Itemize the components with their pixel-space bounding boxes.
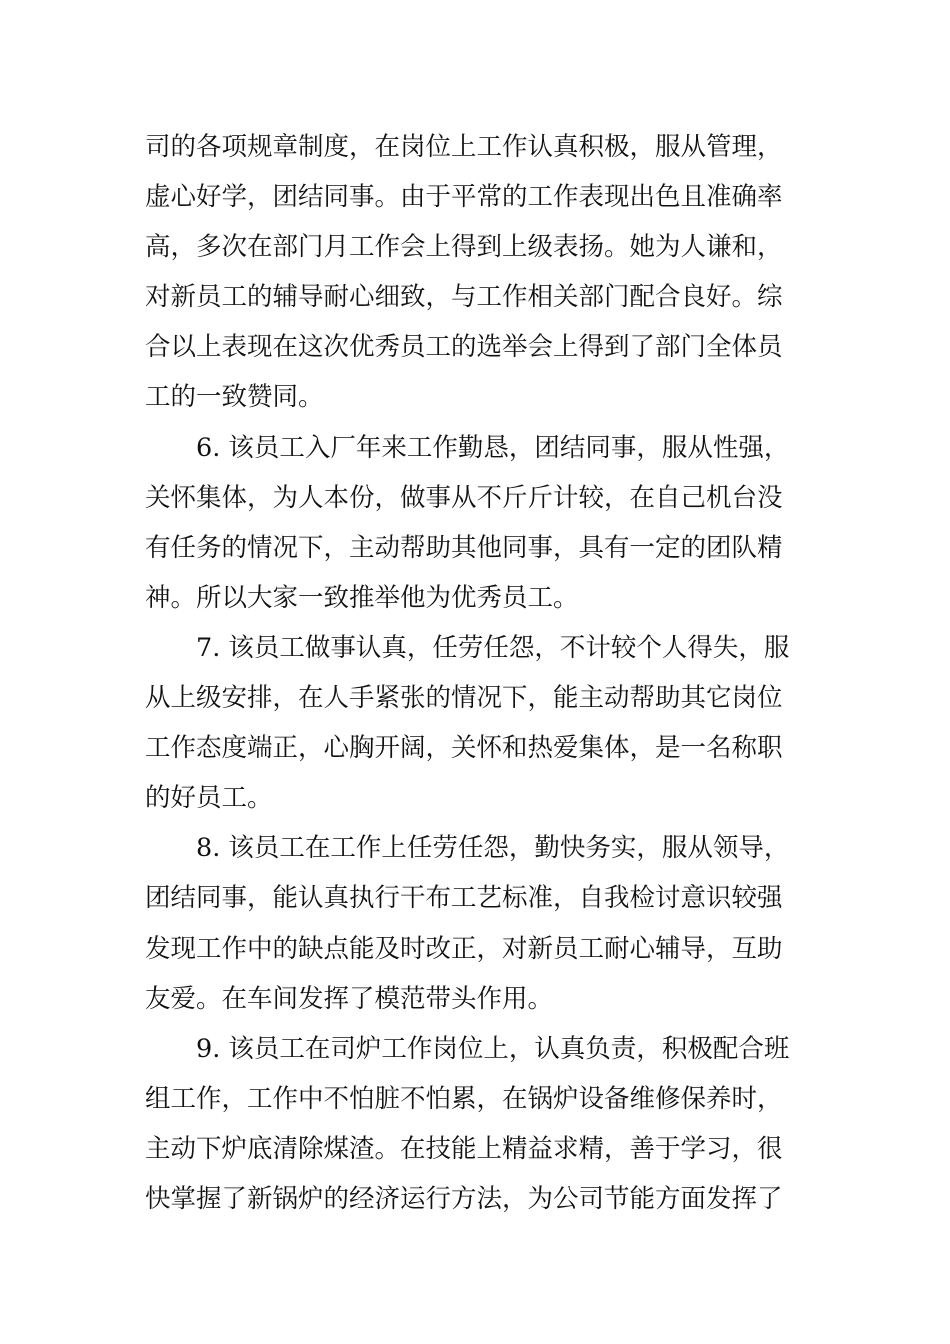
- paragraph-start-line: 9. 该员工在司炉工作岗位上，认真负责，积极配合班: [196, 1033, 790, 1064]
- paragraph-start-line: 7. 该员工做事认真，任劳任怨，不计较个人得失，服: [196, 632, 790, 663]
- paragraph-start-line: 8. 该员工在工作上任劳任怨，勤快务实，服从领导，: [196, 833, 790, 864]
- text-line: 工作态度端正，心胸开阔，关怀和热爱集体，是一名称职: [145, 733, 783, 764]
- text-line: 司的各项规章制度，在岗位上工作认真积极，服从管理，: [145, 132, 783, 162]
- text-line: 团结同事，能认真执行干布工艺标准，自我检讨意识较强: [145, 883, 783, 914]
- text-line: 快掌握了新锅炉的经济运行方法，为公司节能方面发挥了: [145, 1183, 783, 1214]
- text-line: 关怀集体，为人本份，做事从不斤斤计较，在自己机台没: [145, 482, 783, 513]
- text-line: 组工作，工作中不怕脏不怕累，在锅炉设备维修保养时，: [145, 1083, 783, 1114]
- text-line: 工的一致赞同。: [145, 382, 324, 413]
- document-body: [145, 122, 825, 1224]
- text-line: 对新员工的辅导耐心细致，与工作相关部门配合良好。综: [145, 282, 783, 313]
- text-line: 神。所以大家一致推举他为优秀员工。: [145, 582, 579, 613]
- text-line: 合以上表现在这次优秀员工的选举会上得到了部门全体员: [145, 332, 783, 363]
- text-line: 友爱。在车间发挥了模范带头作用。: [145, 983, 554, 1014]
- text-line: 有任务的情况下，主动帮助其他同事，具有一定的团队精: [145, 532, 783, 563]
- text-line: 虚心好学，团结同事。由于平常的工作表现出色且准确率: [145, 182, 783, 213]
- text-line: 从上级安排，在人手紧张的情况下，能主动帮助其它岗位: [145, 683, 783, 714]
- text-line: 主动下炉底清除煤渣。在技能上精益求精，善于学习，很: [145, 1133, 783, 1164]
- text-line: 的好员工。: [145, 783, 273, 814]
- text-line: 高，多次在部门月工作会上得到上级表扬。她为人谦和，: [145, 232, 783, 263]
- paragraph-start-line: 6. 该员工入厂年来工作勤恳，团结同事，服从性强，: [196, 432, 790, 463]
- text-line: 发现工作中的缺点能及时改正，对新员工耐心辅导，互助: [145, 933, 783, 964]
